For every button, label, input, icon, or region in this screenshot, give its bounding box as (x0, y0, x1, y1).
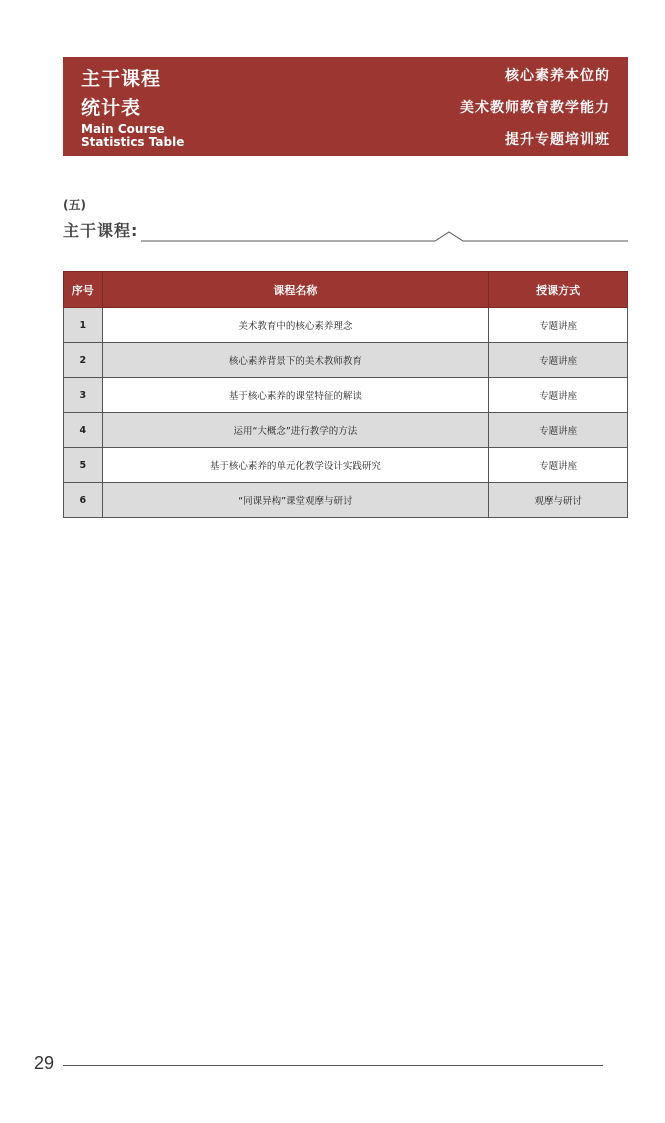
table-row (64, 483, 628, 518)
row-course-name: 基于核心素养的课堂特征的解读 (102, 378, 489, 413)
banner-program-line3: 提升专题培训班 (505, 132, 610, 148)
row-mode: 观摩与研讨 (489, 483, 628, 518)
header-num: 序号 (64, 272, 103, 308)
row-course-name: 基于核心素养的单元化教学设计实践研究 (102, 448, 489, 483)
row-mode: 专题讲座 (489, 343, 628, 378)
table-row (64, 413, 628, 448)
table-row (64, 378, 628, 413)
footer-divider (63, 1065, 603, 1066)
header-name: 课程名称 (102, 272, 489, 308)
row-course-name: 核心素养背景下的美术教师教育 (102, 343, 489, 378)
banner-english-line1: Main Course (81, 122, 165, 136)
row-num: 3 (64, 378, 103, 413)
row-mode: 专题讲座 (489, 308, 628, 343)
banner-program-line2: 美术教师教育教学能力 (460, 100, 610, 116)
page-number: 29 (34, 1053, 55, 1073)
row-mode: 专题讲座 (489, 413, 628, 448)
banner-english-line2: Statistics Table (81, 135, 185, 149)
row-course-name: “同课异构”课堂观摩与研讨 (102, 483, 489, 518)
course-table (63, 271, 628, 518)
row-mode: 专题讲座 (489, 378, 628, 413)
section-number: (五) (63, 198, 86, 212)
table-header-row (64, 272, 628, 308)
table-row (64, 308, 628, 343)
row-num: 4 (64, 413, 103, 448)
row-num: 2 (64, 343, 103, 378)
header-banner (63, 57, 628, 156)
section-divider (63, 230, 629, 244)
table-row (64, 343, 628, 378)
row-num: 5 (64, 448, 103, 483)
section-title: 主干课程: (63, 221, 139, 240)
banner-title-line1: 主干课程 (81, 68, 162, 90)
table-row (64, 448, 628, 483)
row-course-name: 运用“大概念”进行教学的方法 (102, 413, 489, 448)
row-num: 6 (64, 483, 103, 518)
banner-title-line2: 统计表 (81, 97, 142, 119)
banner-program-line1: 核心素养本位的 (505, 68, 610, 84)
header-mode: 授课方式 (489, 272, 628, 308)
row-num: 1 (64, 308, 103, 343)
row-mode: 专题讲座 (489, 448, 628, 483)
row-course-name: 美术教育中的核心素养理念 (102, 308, 489, 343)
